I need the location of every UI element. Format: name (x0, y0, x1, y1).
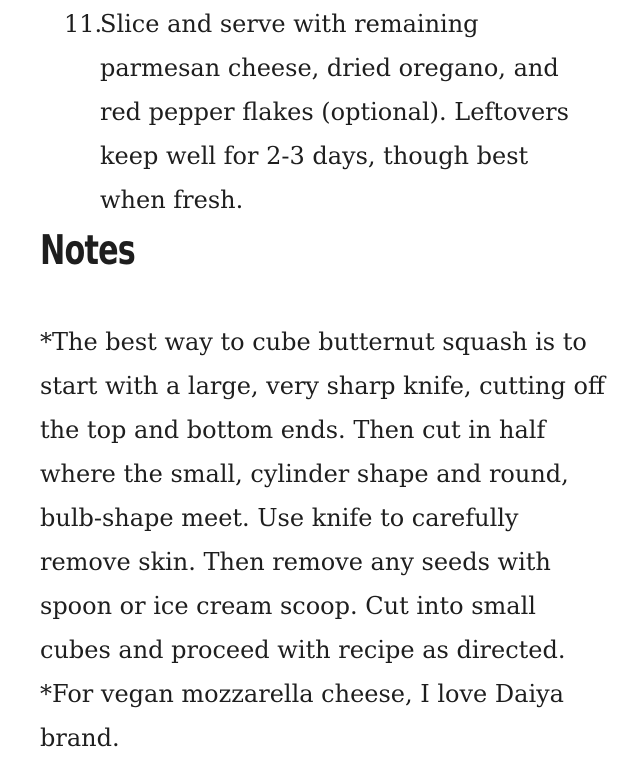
step-text: Slice and serve with remaining parmesan cheese, dried oregano, and red pepper flakes (optional). Leftovers keep well for 2-3 days, though best when fresh. (100, 10, 569, 214)
notes-body (40, 320, 605, 760)
notes-heading: Notes (40, 226, 135, 274)
note-item: *The best way to cube butternut squash is to start with a large, very sharp knife, cutting off the top and bottom ends. Then cut in half where the small, cylinder shape and round, bulb-shape meet. Use knife to carefully remove skin. Then remove any seeds with spoon or ice cream scoop. Cut into small cubes and proceed with recipe as directed. (40, 328, 605, 664)
recipe-content (40, 0, 605, 752)
instruction-step-11 (40, 2, 600, 222)
note-item: *For vegan mozzarella cheese, I love Daiya brand. (40, 680, 564, 752)
step-number: 11. (64, 10, 103, 38)
